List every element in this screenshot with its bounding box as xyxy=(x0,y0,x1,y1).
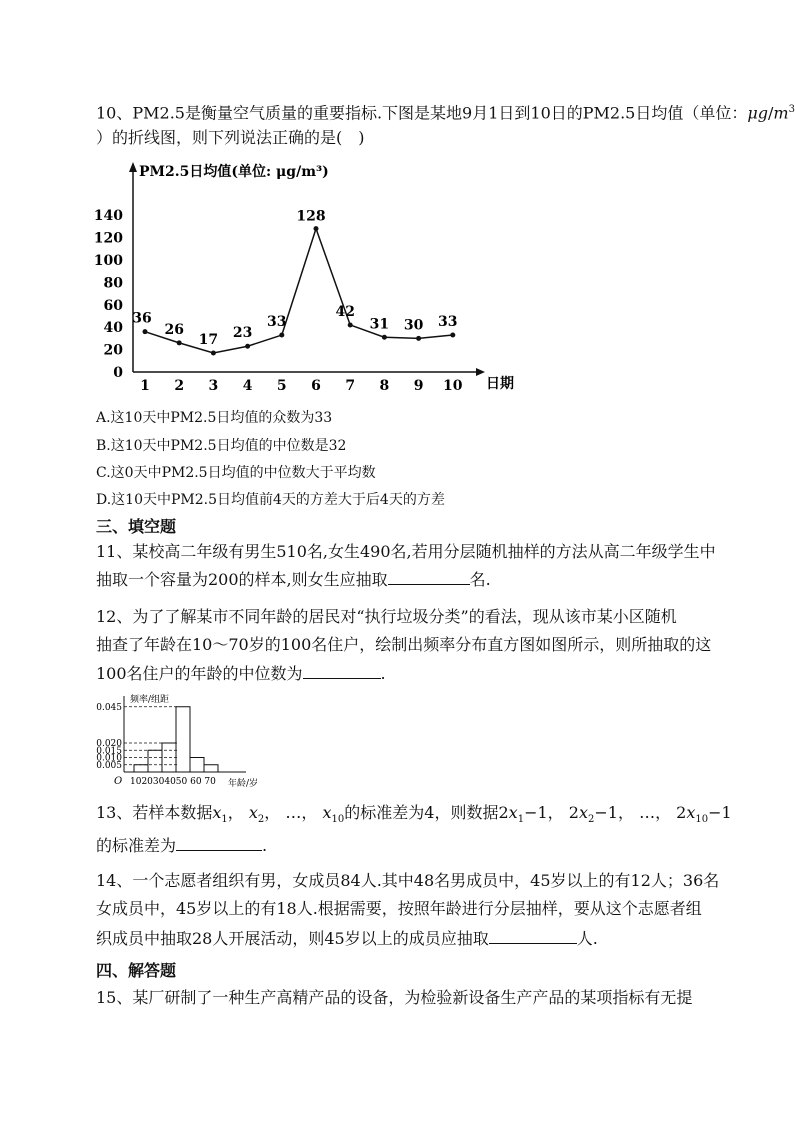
q13-m1a: −1 xyxy=(524,803,548,822)
y-tick-label: 100 xyxy=(93,253,123,269)
q13-2sub2: 2 xyxy=(587,814,595,826)
q13-sub10: 10 xyxy=(331,814,345,826)
x-tick-labels: 1020304050 60 70 xyxy=(130,777,216,787)
data-label: 36 xyxy=(132,310,152,327)
y-tick-label: 0.015 xyxy=(96,746,122,757)
data-label: 33 xyxy=(438,314,458,331)
data-label: 17 xyxy=(198,331,219,348)
pm25-series-line xyxy=(145,229,453,353)
data-label: 31 xyxy=(369,316,390,333)
q13-answer-blank[interactable] xyxy=(176,836,262,851)
data-point xyxy=(348,322,353,327)
data-label: 42 xyxy=(335,303,355,320)
x-axis-label: 日期 xyxy=(486,376,514,392)
histogram-bar xyxy=(204,765,218,772)
q13-x2: x xyxy=(248,803,258,822)
q14-line1: 14、一个志愿者组织有男，女成员84人.其中48名男成员中，45岁以上的有12人；36名 xyxy=(96,871,720,890)
q13-sub1: 1 xyxy=(221,814,228,826)
age-histogram xyxy=(96,692,276,790)
data-point xyxy=(450,333,455,338)
q13-ellipsis1: … xyxy=(285,803,302,822)
data-label: 26 xyxy=(164,321,184,338)
x-tick-label: 3 xyxy=(208,378,219,394)
unit-exp: 3 xyxy=(788,104,795,115)
y-tick-label: 40 xyxy=(103,320,123,337)
unit-m: m xyxy=(773,103,789,123)
q13-2x1: x xyxy=(508,803,518,822)
y-axis-label: 频率/组距 xyxy=(130,695,170,705)
q10-line2: ）的折线图，则下列说法正确的是( ) xyxy=(96,128,365,147)
q10-option-c: C.这0天中PM2.5日均值的中位数大于平均数 xyxy=(96,465,376,481)
q11-line1: 11、某校高二年级有男生510名,女生490名,若用分层随机抽样的方法从高二年级学生中 xyxy=(96,542,716,561)
data-point xyxy=(177,340,182,345)
q14-line3 xyxy=(96,929,598,949)
q13-x1: x xyxy=(212,803,222,822)
q13-sep1: ， xyxy=(227,803,244,822)
q12-answer-blank[interactable] xyxy=(303,664,381,679)
x-tick-label: 1 xyxy=(140,378,150,394)
origin-label: O xyxy=(114,776,123,787)
data-label: 33 xyxy=(267,314,287,331)
x-tick-label: 2 xyxy=(174,378,185,394)
histogram-bar xyxy=(134,765,148,772)
q13-m1b: −1 xyxy=(594,803,618,822)
y-tick-label: 20 xyxy=(103,342,123,359)
data-point xyxy=(314,226,319,231)
x-tick-label: 7 xyxy=(345,378,356,394)
q12-line2: 抽查了年龄在10～70岁的100名住户，绘制出频率分布直方图如图所示，则所抽取的这 xyxy=(96,635,712,654)
y-tick-label: 0 xyxy=(113,365,123,381)
data-point xyxy=(211,350,216,355)
q12-end: . xyxy=(380,664,386,683)
q13-two-c: 2 xyxy=(676,803,687,822)
data-label: 128 xyxy=(296,208,326,225)
histogram-bar xyxy=(190,758,204,773)
x-tick-label: 8 xyxy=(379,378,390,394)
data-point xyxy=(143,329,148,334)
data-point xyxy=(245,344,250,349)
q11-answer-blank[interactable] xyxy=(388,570,470,585)
q13-sep2: ， xyxy=(264,803,281,822)
q13-2x10: x xyxy=(686,803,696,822)
y-axis-arrow xyxy=(129,162,137,172)
q13-sep3: ， xyxy=(301,803,318,822)
q13-m1c: −1 xyxy=(708,803,732,822)
data-point xyxy=(279,333,284,338)
y-axis-label: PM2.5日均值(单位: μg/m³) xyxy=(139,164,329,180)
q13-2x2: x xyxy=(578,803,588,822)
q13-sub2: 2 xyxy=(257,814,265,826)
q14-end: 人. xyxy=(576,929,598,948)
x-tick-label: 9 xyxy=(413,378,424,394)
x-tick-label: 10 xyxy=(443,378,463,394)
x-tick-label: 5 xyxy=(276,378,287,394)
q13-ellipsis2: … xyxy=(639,803,656,822)
q13-sep6: ， xyxy=(655,803,672,822)
y-tick-label: 140 xyxy=(93,208,123,225)
x-tick-label: 4 xyxy=(242,378,253,394)
q12-line3 xyxy=(96,664,386,684)
y-tick-label: 0.045 xyxy=(96,702,122,713)
q13-sep5: ， xyxy=(617,803,634,822)
data-point xyxy=(382,335,387,340)
q11-text: 抽取一个容量为200的样本,则女生应抽取 xyxy=(96,570,388,589)
histogram-bar xyxy=(176,707,190,772)
pm25-line-chart xyxy=(93,156,526,396)
q13-text-b: 的标准差为4，则数据 xyxy=(344,803,499,822)
q15-line1: 15、某厂研制了一种生产高精产品的设备，为检验新设备生产产品的某项指标有无提 xyxy=(96,988,693,1007)
section-4-title: 四、解答题 xyxy=(96,961,177,980)
q13-text: 的标准差为 xyxy=(96,836,177,855)
x-axis-arrow xyxy=(476,368,485,376)
q12-line1: 12、为了了解某市不同年龄的居民对“执行垃圾分类”的看法，现从该市某小区随机 xyxy=(96,607,677,626)
q11-line2 xyxy=(96,570,491,590)
q13-two-b: 2 xyxy=(568,803,579,822)
y-tick-label: 0.010 xyxy=(96,753,122,764)
q13-two-a: 2 xyxy=(498,803,509,822)
x-axis-label: 年龄/岁 xyxy=(228,779,259,789)
data-label: 30 xyxy=(403,317,424,334)
q13-2sub1: 1 xyxy=(517,814,525,826)
q12-text: 100名住户的年龄的中位数为 xyxy=(96,664,303,683)
x-tick-label: 6 xyxy=(311,378,321,394)
unit-mu: μg xyxy=(747,103,768,123)
y-tick-label: 0.020 xyxy=(96,739,122,749)
q10-option-a: A.这10天中PM2.5日均值的众数为33 xyxy=(96,410,333,426)
q13-line1 xyxy=(96,803,732,830)
q10-option-d: D.这10天中PM2.5日均值前4天的方差大于后4天的方差 xyxy=(96,492,445,508)
unit-slash: / xyxy=(768,103,774,123)
y-tick-label: 0.005 xyxy=(96,760,122,771)
q13-2sub10: 10 xyxy=(695,814,709,826)
y-tick-label: 60 xyxy=(103,297,123,314)
q13-line2 xyxy=(96,836,267,856)
q13-sep4: ， xyxy=(547,803,564,822)
histogram-bar xyxy=(148,750,162,772)
y-tick-label: 80 xyxy=(103,275,123,292)
q10-option-b: B.这10天中PM2.5日均值的中位数是32 xyxy=(96,438,347,454)
q13-text-a: 13、若样本数据 xyxy=(96,803,213,822)
data-point xyxy=(416,336,421,341)
q10-text: 10、PM2.5是衡量空气质量的重要指标.下图是某地9月1日到10日的PM2.5日均值（单位： xyxy=(96,103,748,123)
y-tick-label: 120 xyxy=(93,230,123,247)
section-3-title: 三、填空题 xyxy=(96,517,177,536)
q14-text: 织成员中抽取28人开展活动，则45岁以上的成员应抽取 xyxy=(96,929,489,948)
q14-line2: 女成员中，45岁以上的有18人.根据需要，按照年龄进行分层抽样，要从这个志愿者组 xyxy=(96,899,702,918)
q13-end: . xyxy=(262,836,268,855)
q11-end: 名. xyxy=(469,570,491,589)
data-label: 23 xyxy=(232,325,253,342)
q13-x10: x xyxy=(322,803,332,822)
q10-line1 xyxy=(96,100,795,123)
q14-answer-blank[interactable] xyxy=(489,929,577,944)
